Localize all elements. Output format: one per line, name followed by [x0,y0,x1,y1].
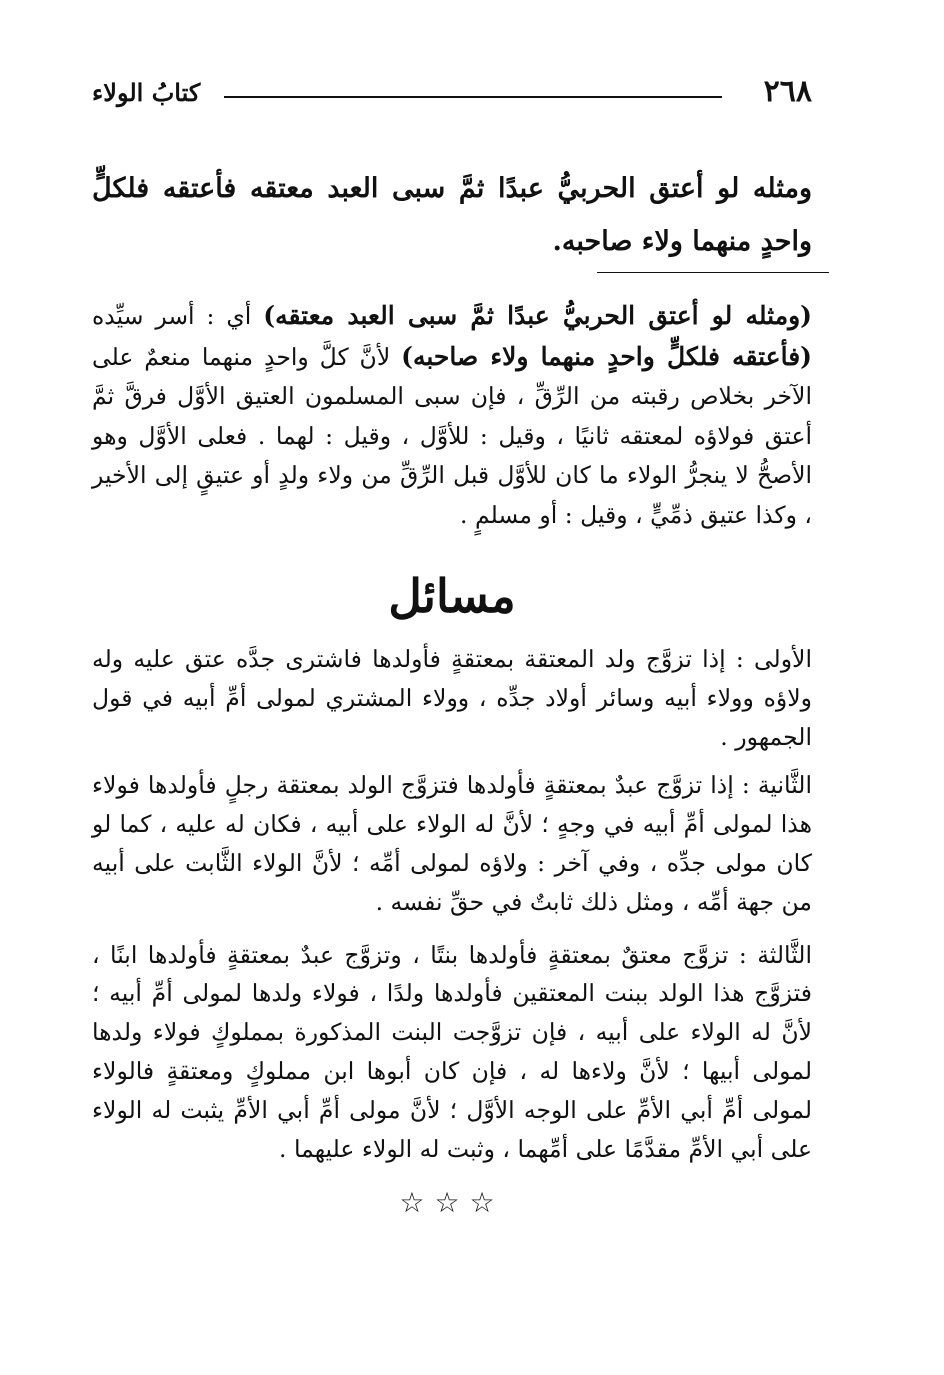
masala-paragraph-3: الثَّالثة : تزوَّج معتقٌ بمعتقةٍ فأولدها بنتًا ، وتزوَّج عبدٌ بمعتقةٍ فأولدها ابنًا ، فتزوَّج هذا الولد ببنت المعتقين فأولدها ولدًا ، فولاء ولدها لمولى أمِّ أبيه ؛ لأنَّ له الولاء على أبيه ، فإن تزوَّجت البنت المذكورة بمملوكٍ فولاء ولدها لمولى أبيها ؛ لأنَّ ولاءها له ، فإن كان أبوها ابن مملوكٍ ومعتقةٍ فالولاء لمولى أمِّ أبي الأمِّ على الوجه الأوَّل ؛ لأنَّ مولى أمِّ أبي الأمِّ يثبت له الولاء على أبي الأمِّ مقدَّمًا على أمِّهما ، وثبت له الولاء عليهما . [92,940,812,1163]
section-heading: مسائل [388,569,516,623]
matn-separator-rule [597,272,829,273]
running-title: كتابُ الولاء [92,78,201,107]
page-number: ٢٦٨ [763,74,812,109]
section-end-stars: ☆☆☆ [399,1186,505,1219]
masala-paragraph-2: الثَّانية : إذا تزوَّج عبدٌ بمعتقةٍ فأولدها فتزوَّج الولد بمعتقة رجلٍ فأولدها فولاء هذا لمولى أمِّ أبيه في وجهٍ ؛ لأنَّ له الولاء على أبيه ، فكان له عليه ، كما لو كان مولى جدِّه ، وفي آخر : ولاؤه لمولى أمِّه ؛ لأنَّ الولاء الثَّابت على أبيه من جهة أمِّه ، ومثل ذلك ثابتٌ في حقِّ نفسه . [92,771,812,916]
masail-list [92,640,812,1178]
sharh-text-2: لأنَّ كلَّ واحدٍ منهما منعمٌ على الآخر بخلاص رقبته من الرِّقِّ ، فإن سبى المسلمون العتيق الأوَّل فرقَّ ثمَّ أعتق فولاؤه لمعتقه ثانيًا ، وقيل : للأوَّل ، وقيل : لهما . فعلى الأوَّل وهو الأصحُّ لا ينجرُّ الولاء ما كان للأوَّل قبل الرِّقِّ من ولاء ولدٍ أو عتيقٍ إلى الأخير ، وكذا عتيق ذمِّيٍّ ، وقيل : أو مسلمٍ . [92,342,812,529]
sharh-text-1: أي : أسر سيِّده [92,302,264,330]
sharh-quote-1: (ومثله لو أعتق الحربيُّ عبدًا ثمَّ سبى العبد معتقه) [263,301,812,330]
header-rule [224,96,722,98]
sharh-paragraph [92,296,812,536]
sharh-quote-2: (فأعتقه فلكلٍّ واحدٍ منهما ولاء صاحبه) [401,341,812,371]
masala-paragraph-1: الأولى : إذا تزوَّج ولد المعتقة بمعتقةٍ فأولدها فاشترى جدَّه عتق عليه وله ولاؤه وولاء أبيه وسائر أولاد جدِّه ، وولاء المشتري لمولى أمِّ أبيه في قول الجمهور . [92,645,812,751]
page-header [92,74,812,114]
matn-text: ومثله لو أعتق الحربيُّ عبدًا ثمَّ سبى العبد معتقه فأعتقه فلكلٍّ واحدٍ منهما ولاء صاحبه. [92,173,812,257]
